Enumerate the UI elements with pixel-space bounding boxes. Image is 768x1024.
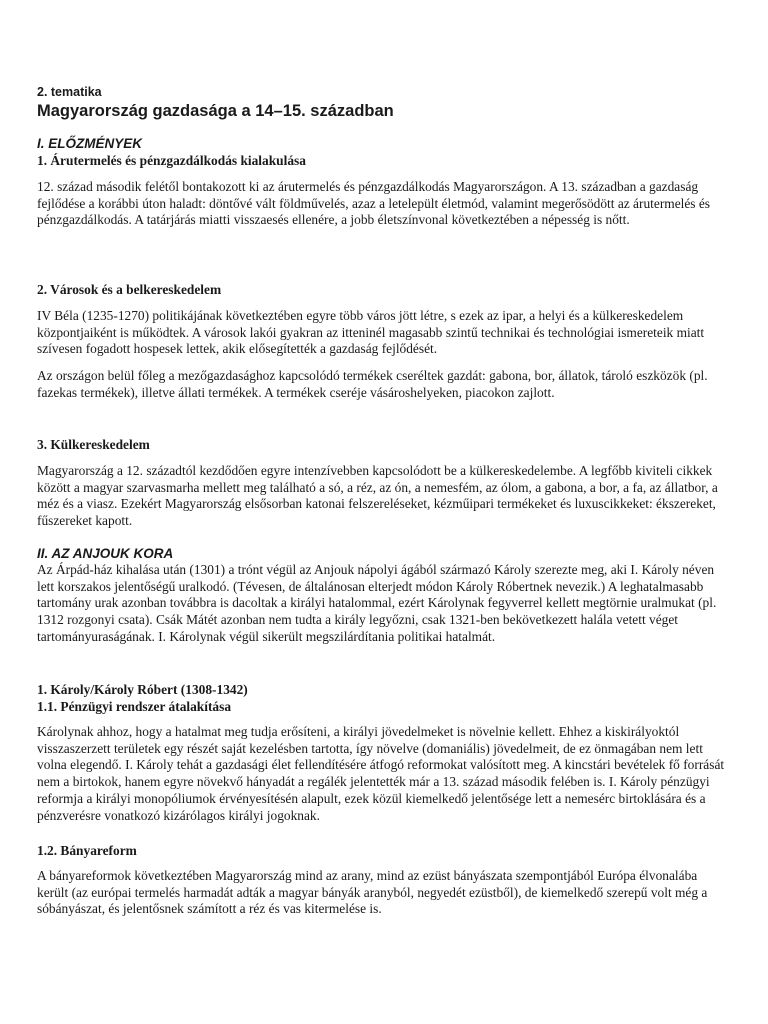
paragraph-varosok-1: IV Béla (1235-1270) politikájának következtében egyre több város jött létre, s ezek az ipar, a helyi és a külkereskedelem központjaiként is működtek. A városok lakói gyakran az itteninél magasabb szintű technikai és technológiai ismereteik miatt szívesen fogadott hospesek lettek, akik elősegítették a gazdaság fejlődését. bbox=[37, 308, 705, 357]
subsection-heading-varosok: 2. Városok és a belkereskedelem bbox=[37, 282, 222, 297]
subsection-heading-penzugyi: 1.1. Pénzügyi rendszer átalakítása bbox=[37, 699, 232, 714]
section-heading-elozmenyek: I. ELŐZMÉNYEK bbox=[37, 136, 143, 151]
paragraph-varosok-2: Az országon belül főleg a mezőgazdasághoz kapcsolódó termékek cseréltek gazdát: gabona, bor, állatok, tároló eszközök (pl. fazekas termékek), illetve állati termékek. A termékek cseréje vásároshelyeken, piacokon zajlott. bbox=[37, 368, 708, 400]
page-title: Magyarország gazdasága a 14–15. században bbox=[37, 102, 394, 120]
section-heading-anjouk: II. AZ ANJOUK KORA bbox=[37, 546, 174, 561]
ruler-heading-karoly: 1. Károly/Károly Róbert (1308-1342) bbox=[37, 682, 248, 697]
subsection-heading-banyareform: 1.2. Bányareform bbox=[37, 843, 137, 858]
paragraph-anjouk: Az Árpád-ház kihalása után (1301) a trónt végül az Anjouk nápolyi ágából származó Károly szerezte meg, aki I. Károly néven lett korszakos jelentőségű uralkodó. (Tévesen, de általánosan elterjedt módon Károly Róbertnek nevezik.) A leghatalmasabb tartomány urak azonban továbbra is dacoltak a királyi hatalommal, ezért Károlynak fegyverrel kellett megtörnie uralmukat (pl. 1312 rozgonyi csata). Csák Mátét azonban nem tudta a király legyőzni, csak 1321-ben bekövetkezett halála vetett véget tartományuraságának. I. Károlynak végül sikerült megszilárdítania politikai hatalmát. bbox=[37, 562, 717, 644]
paragraph-banyareform: A bányareformok következtében Magyarország mind az arany, mind az ezüst bányászata szempontjából Európa élvonalába került (az európai termelés harmadát adták a magyar bányák aranyból, negyedét ezüstből), de kiemelkedő szerepű volt még a sóbányászat, és jelentősnek számított a réz és vas kitermelése is. bbox=[37, 868, 708, 917]
topic-label: 2. tematika bbox=[37, 85, 102, 99]
paragraph-penzugyi: Károlynak ahhoz, hogy a hatalmat meg tudja erősíteni, a királyi jövedelmeket is növelnie kellett. Ehhez a kiskirályoktól visszaszerzett területek egy részét saját kezelésben tartotta, így növelve (domaniális) jövedelmeit, de ez önmagában nem lett volna elegendő. I. Károly tehát a gazdasági élet fellendítésére átfogó reformokat valósított meg. A kincstári bevételek fő forrását nem a birtokok, hanem egyre növekvő hányadát a regálék jelentették már a 13. század második felében is. I. Károly pénzügyi reformja a királyi monopóliumok érvényesítésén alapult, ezek közül kiemelkedő jelentősége lett a nemesérc birtoklására és a pénzverésre vonatkozó kizárólagos királyi jogoknak. bbox=[37, 724, 725, 823]
subsection-heading-kulkereskedelem: 3. Külkereskedelem bbox=[37, 437, 150, 452]
paragraph-arutermeles: 12. század második felétől bontakozott ki az árutermelés és pénzgazdálkodás Magyarországon. A 13. században a gazdaság fejlődése a korábbi úton haladt: döntővé vált földművelés, azaz a letelepült életmód, valamint megerősödött az árutermelés és pénzgazdálkodás. A tatárjárás miatti visszaesés ellenére, a jobb életszínvonal következtében a népesség is nőtt. bbox=[37, 179, 711, 228]
paragraph-kulkereskedelem: Magyarország a 12. századtól kezdődően egyre intenzívebben kapcsolódott be a külkereskedelembe. A legfőbb kiviteli cikkek között a magyar szarvasmarha mellett meg található a só, a réz, az ón, a nemesfém, az ólom, a gabona, a bor, a fa, az állatbor, a méz és a viasz. Ezekért Magyarország elsősorban katonai felszereléseket, kézműipari termékeket és luxuscikkeket: ékszereket, fűszereket kapott. bbox=[37, 463, 718, 529]
subsection-heading-arutermeles: 1. Árutermelés és pénzgazdálkodás kialakulása bbox=[37, 153, 306, 168]
